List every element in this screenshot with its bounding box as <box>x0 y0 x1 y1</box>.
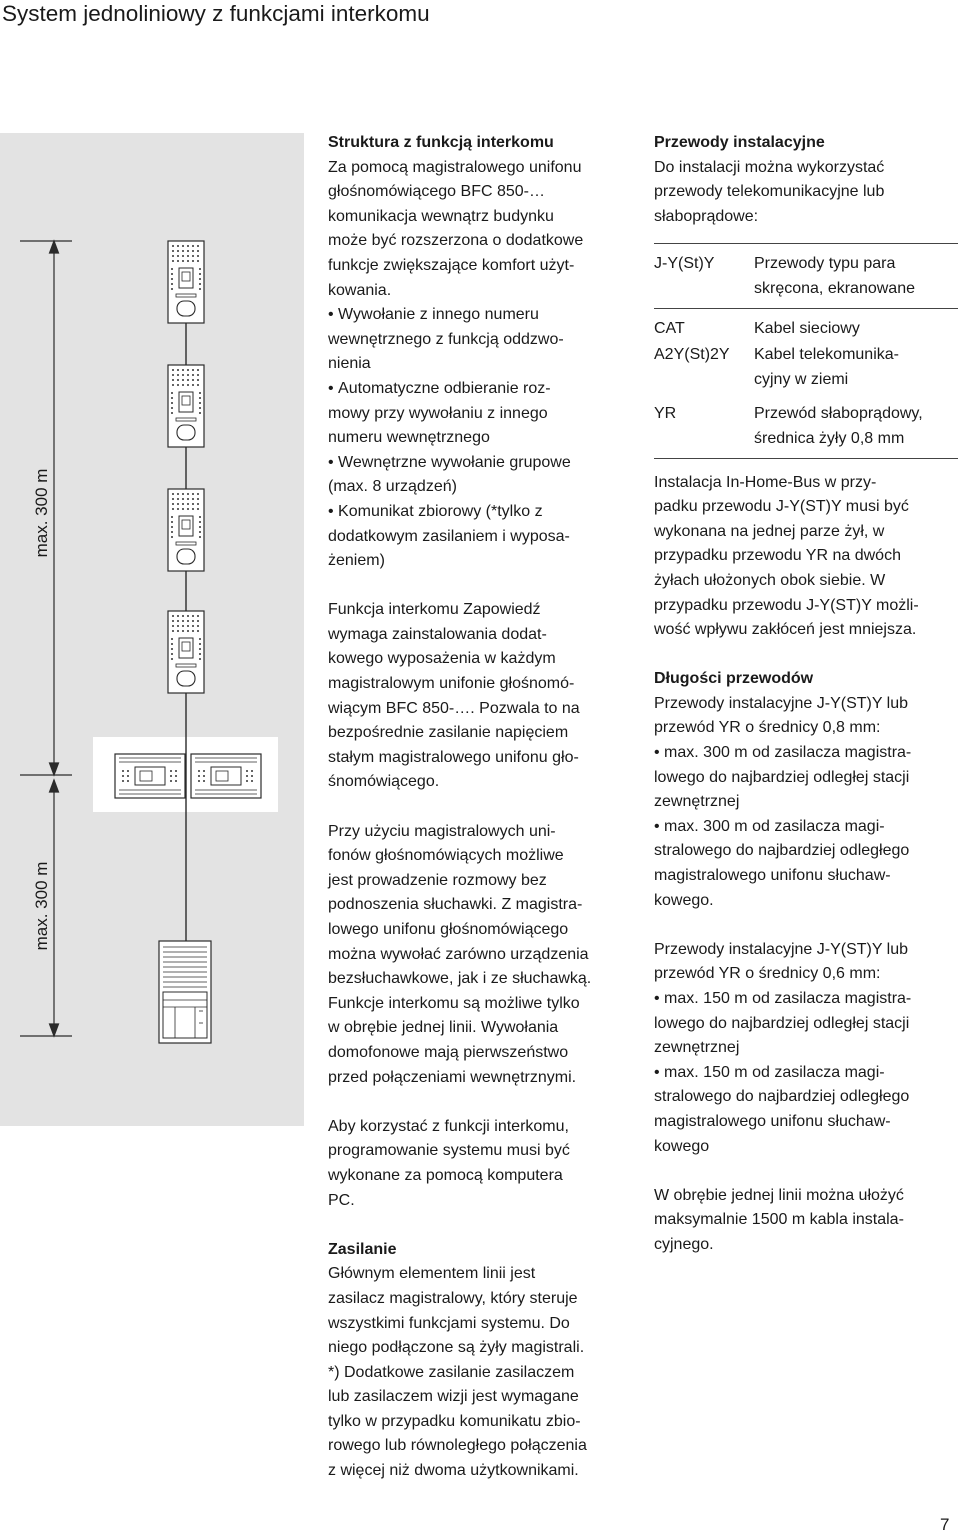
bullet-continuation: numeru wewnętrznego <box>328 429 490 447</box>
cable-code: A2Y(St)2Y <box>654 346 730 364</box>
paragraph-line: padku przewodu J-Y(ST)Y musi być <box>654 498 909 516</box>
paragraph-line: zasilacz magistralowy, który steruje <box>328 1289 578 1307</box>
table-row <box>654 343 958 392</box>
bullet-item: • max. 150 m od zasilacza magi- <box>654 1061 960 1086</box>
bus-handsfree-intercom <box>168 611 204 693</box>
paragraph-line: wiącym BFC 850-…. Pozwala to na <box>328 699 580 717</box>
cable-description: Przewód słaboprądowy, <box>754 405 923 423</box>
page-number: 7 <box>940 1515 950 1534</box>
table-row <box>654 317 958 342</box>
bullet-continuation: kowego <box>654 1137 710 1155</box>
paragraph-line: fonów głośnomówiących możliwe <box>328 847 564 865</box>
paragraph-line: Przy użyciu magistralowych uni- <box>328 822 556 840</box>
paragraph-line: Instalacja In-Home-Bus w przy- <box>654 473 877 491</box>
paragraph-line: lub zasilaczem wizji jest wymagane <box>328 1388 579 1406</box>
paragraph-line: podnoszenia słuchawki. Z magistra- <box>328 896 583 914</box>
paragraph-line: wykonana na jednej parze żył, w <box>654 522 885 540</box>
cable-description: Przewody typu para <box>754 255 896 273</box>
bullet-continuation: zewnętrznej <box>654 1039 740 1057</box>
bus-power-supply <box>191 754 261 798</box>
bullet-continuation: żeniem) <box>328 552 385 570</box>
bullet-item: • max. 150 m od zasilacza magistra- <box>654 987 960 1012</box>
cable-code: CAT <box>654 319 685 337</box>
paragraph-line: w obrębie jednej linii. Wywołania <box>328 1019 559 1037</box>
paragraph-line: jest prowadzenie rozmowy bez <box>328 871 547 889</box>
bullet-item: • max. 300 m od zasilacza magistra- <box>654 741 960 766</box>
paragraph-line: z więcej niż dwoma użytkownikami. <box>328 1462 579 1480</box>
bus-handsfree-intercom <box>168 241 204 323</box>
bullet-continuation: lowego do najbardziej odległej stacji <box>654 1014 910 1032</box>
middle-column <box>328 131 648 1484</box>
cable-description: średnica żyły 0,8 mm <box>754 429 905 447</box>
paragraph-line: programowanie systemu musi być <box>328 1142 570 1160</box>
bullet-continuation: stralowego do najbardziej odległego <box>654 842 910 860</box>
bullet-continuation: magistralowego unifonu słuchaw- <box>654 1112 891 1130</box>
table-row <box>654 402 958 451</box>
intro-line: funkcje zwiększające komfort użyt- <box>328 256 575 274</box>
paragraph-line: magistralowym unifonie głośnomó- <box>328 675 575 693</box>
paragraph-line: cyjnego. <box>654 1235 714 1253</box>
paragraph-line: przypadku przewodu J-Y(ST)Y możli- <box>654 596 919 614</box>
paragraph-line: domofonowe mają pierwszeństwo <box>328 1043 569 1061</box>
paragraph-line: rowego lub równoległego połączenia <box>328 1437 587 1455</box>
cable-description: skręcona, ekranowane <box>754 279 915 297</box>
bullet-continuation: mowy przy wywołaniu z innego <box>328 404 548 422</box>
lower-length-label: max. 300 m <box>32 861 51 951</box>
paragraph-line: *) Dodatkowe zasilanie zasilaczem <box>328 1363 575 1381</box>
bus-handsfree-intercom <box>168 365 204 447</box>
cable-code: YR <box>654 405 677 423</box>
paragraph-line: wszystkimi funkcjami systemu. Do <box>328 1314 570 1332</box>
paragraph-line: Przewody instalacyjne J-Y(ST)Y lub <box>654 694 909 712</box>
section-heading-power: Zasilanie <box>328 1240 397 1258</box>
paragraph-line: Funkcja interkomu Zapowiedź <box>328 601 541 619</box>
bus-handsfree-intercom <box>168 489 204 571</box>
bullet-continuation: stralowego do najbardziej odległego <box>654 1088 910 1106</box>
bullet-continuation: magistralowego unifonu słuchaw- <box>654 867 891 885</box>
paragraph-line: wykonane za pomocą komputera <box>328 1166 563 1184</box>
cable-table <box>654 243 958 458</box>
intro-line: komunikacja wewnątrz budynku <box>328 207 554 225</box>
intro-line: głośnomówiącego BFC 850-… <box>328 183 545 201</box>
diagram-background <box>0 133 304 1126</box>
intro-line: Do instalacji można wykorzystać <box>654 158 885 176</box>
bullet-continuation: wewnętrznego z funkcją oddzwo- <box>328 330 564 348</box>
bullet-continuation: kowego. <box>654 891 714 909</box>
paragraph-line: lowego unifonu głośnomówiącego <box>328 921 569 938</box>
paragraph-line: przed połączeniami wewnętrznymi. <box>328 1068 577 1086</box>
cable-description: cyjny w ziemi <box>754 370 849 388</box>
paragraph-line: wość wpływu zakłóceń jest mniejsza. <box>654 621 917 639</box>
bullet-item: • max. 300 m od zasilacza magi- <box>654 815 960 840</box>
page-title: System jednoliniowy z funkcjami interkomu <box>2 1 430 26</box>
table-rule-bottom <box>654 458 958 459</box>
bullet-continuation: (max. 8 urządzeń) <box>328 478 457 496</box>
table-rule-top <box>654 243 958 244</box>
right-column <box>654 131 960 1258</box>
bullet-continuation: lowego do najbardziej odległej stacji <box>654 768 910 786</box>
paragraph-line: śnomówiącego. <box>328 773 440 791</box>
paragraph-line: tylko w przypadku komunikatu zbio- <box>328 1412 581 1430</box>
cable-description: Kabel telekomunika- <box>754 346 899 364</box>
bullet-item: • Komunikat zbiorowy (*tylko z <box>328 500 648 525</box>
cable-description: Kabel sieciowy <box>754 319 860 337</box>
paragraph-line: bezpośrednie zasilanie napięciem <box>328 724 569 742</box>
paragraph-line: przypadku przewodu YR na dwóch <box>654 547 901 565</box>
paragraph-line: kowego wyposażenia w każdym <box>328 650 556 668</box>
paragraph-line: bezsłuchawkowe, jak i ze słuchawką. <box>328 970 592 988</box>
bullet-continuation: dodatkowym zasilaniem i wyposa- <box>328 527 570 545</box>
intro-line: może być rozszerzona o dodatkowe <box>328 232 584 250</box>
bullet-item: • Wewnętrzne wywołanie grupowe <box>328 451 648 476</box>
bullet-continuation: nienia <box>328 355 371 373</box>
section-heading-cables: Przewody instalacyjne <box>654 134 825 151</box>
bullet-item: • Automatyczne odbieranie roz- <box>328 377 648 402</box>
upper-length-label: max. 300 m <box>32 468 51 558</box>
paragraph-line: Funkcje interkomu są możliwe tylko <box>328 994 580 1012</box>
paragraph-line: maksymalnie 1500 m kabla instala- <box>654 1211 904 1229</box>
paragraph-line: można wywołać zarówno urządzenia <box>328 945 589 963</box>
door-station <box>159 941 211 1043</box>
table-rule <box>654 308 958 309</box>
intro-line: przewody telekomunikacyjne lub <box>654 183 885 201</box>
intro-line: Za pomocą magistralowego unifonu <box>328 158 582 176</box>
paragraph-line: Przewody instalacyjne J-Y(ST)Y lub <box>654 940 909 958</box>
section-heading-intercom: Struktura z funkcją interkomu <box>328 134 554 151</box>
paragraph-line: żyłach ułożonych obok siebie. W <box>654 571 886 589</box>
table-row <box>654 252 958 301</box>
intro-line: słaboprądowe: <box>654 207 759 225</box>
paragraph-line: Aby korzystać z funkcji interkomu, <box>328 1117 569 1135</box>
paragraph-line: Głównym elementem linii jest <box>328 1265 536 1283</box>
paragraph-line: wymaga zainstalowania dodat- <box>328 625 547 643</box>
intro-line: kowania. <box>328 281 392 299</box>
paragraph-line: stałym magistralowego unifonu gło- <box>328 748 579 766</box>
paragraph-line: niego podłączone są żyły magistrali. <box>328 1339 585 1357</box>
bullet-continuation: zewnętrznej <box>654 793 740 811</box>
bus-power-supply <box>115 754 185 798</box>
paragraph-line: PC. <box>328 1191 355 1209</box>
bullet-item: • Wywołanie z innego numeru <box>328 303 648 328</box>
wiring-diagram <box>0 133 304 1126</box>
paragraph-line: przewód YR o średnicy 0,8 mm: <box>654 719 881 737</box>
paragraph-line: przewód YR o średnicy 0,6 mm: <box>654 965 881 983</box>
cable-code: J-Y(St)Y <box>654 255 715 273</box>
section-heading-cable-lengths: Długości przewodów <box>654 670 814 688</box>
paragraph-line: W obrębie jednej linii można ułożyć <box>654 1186 904 1204</box>
